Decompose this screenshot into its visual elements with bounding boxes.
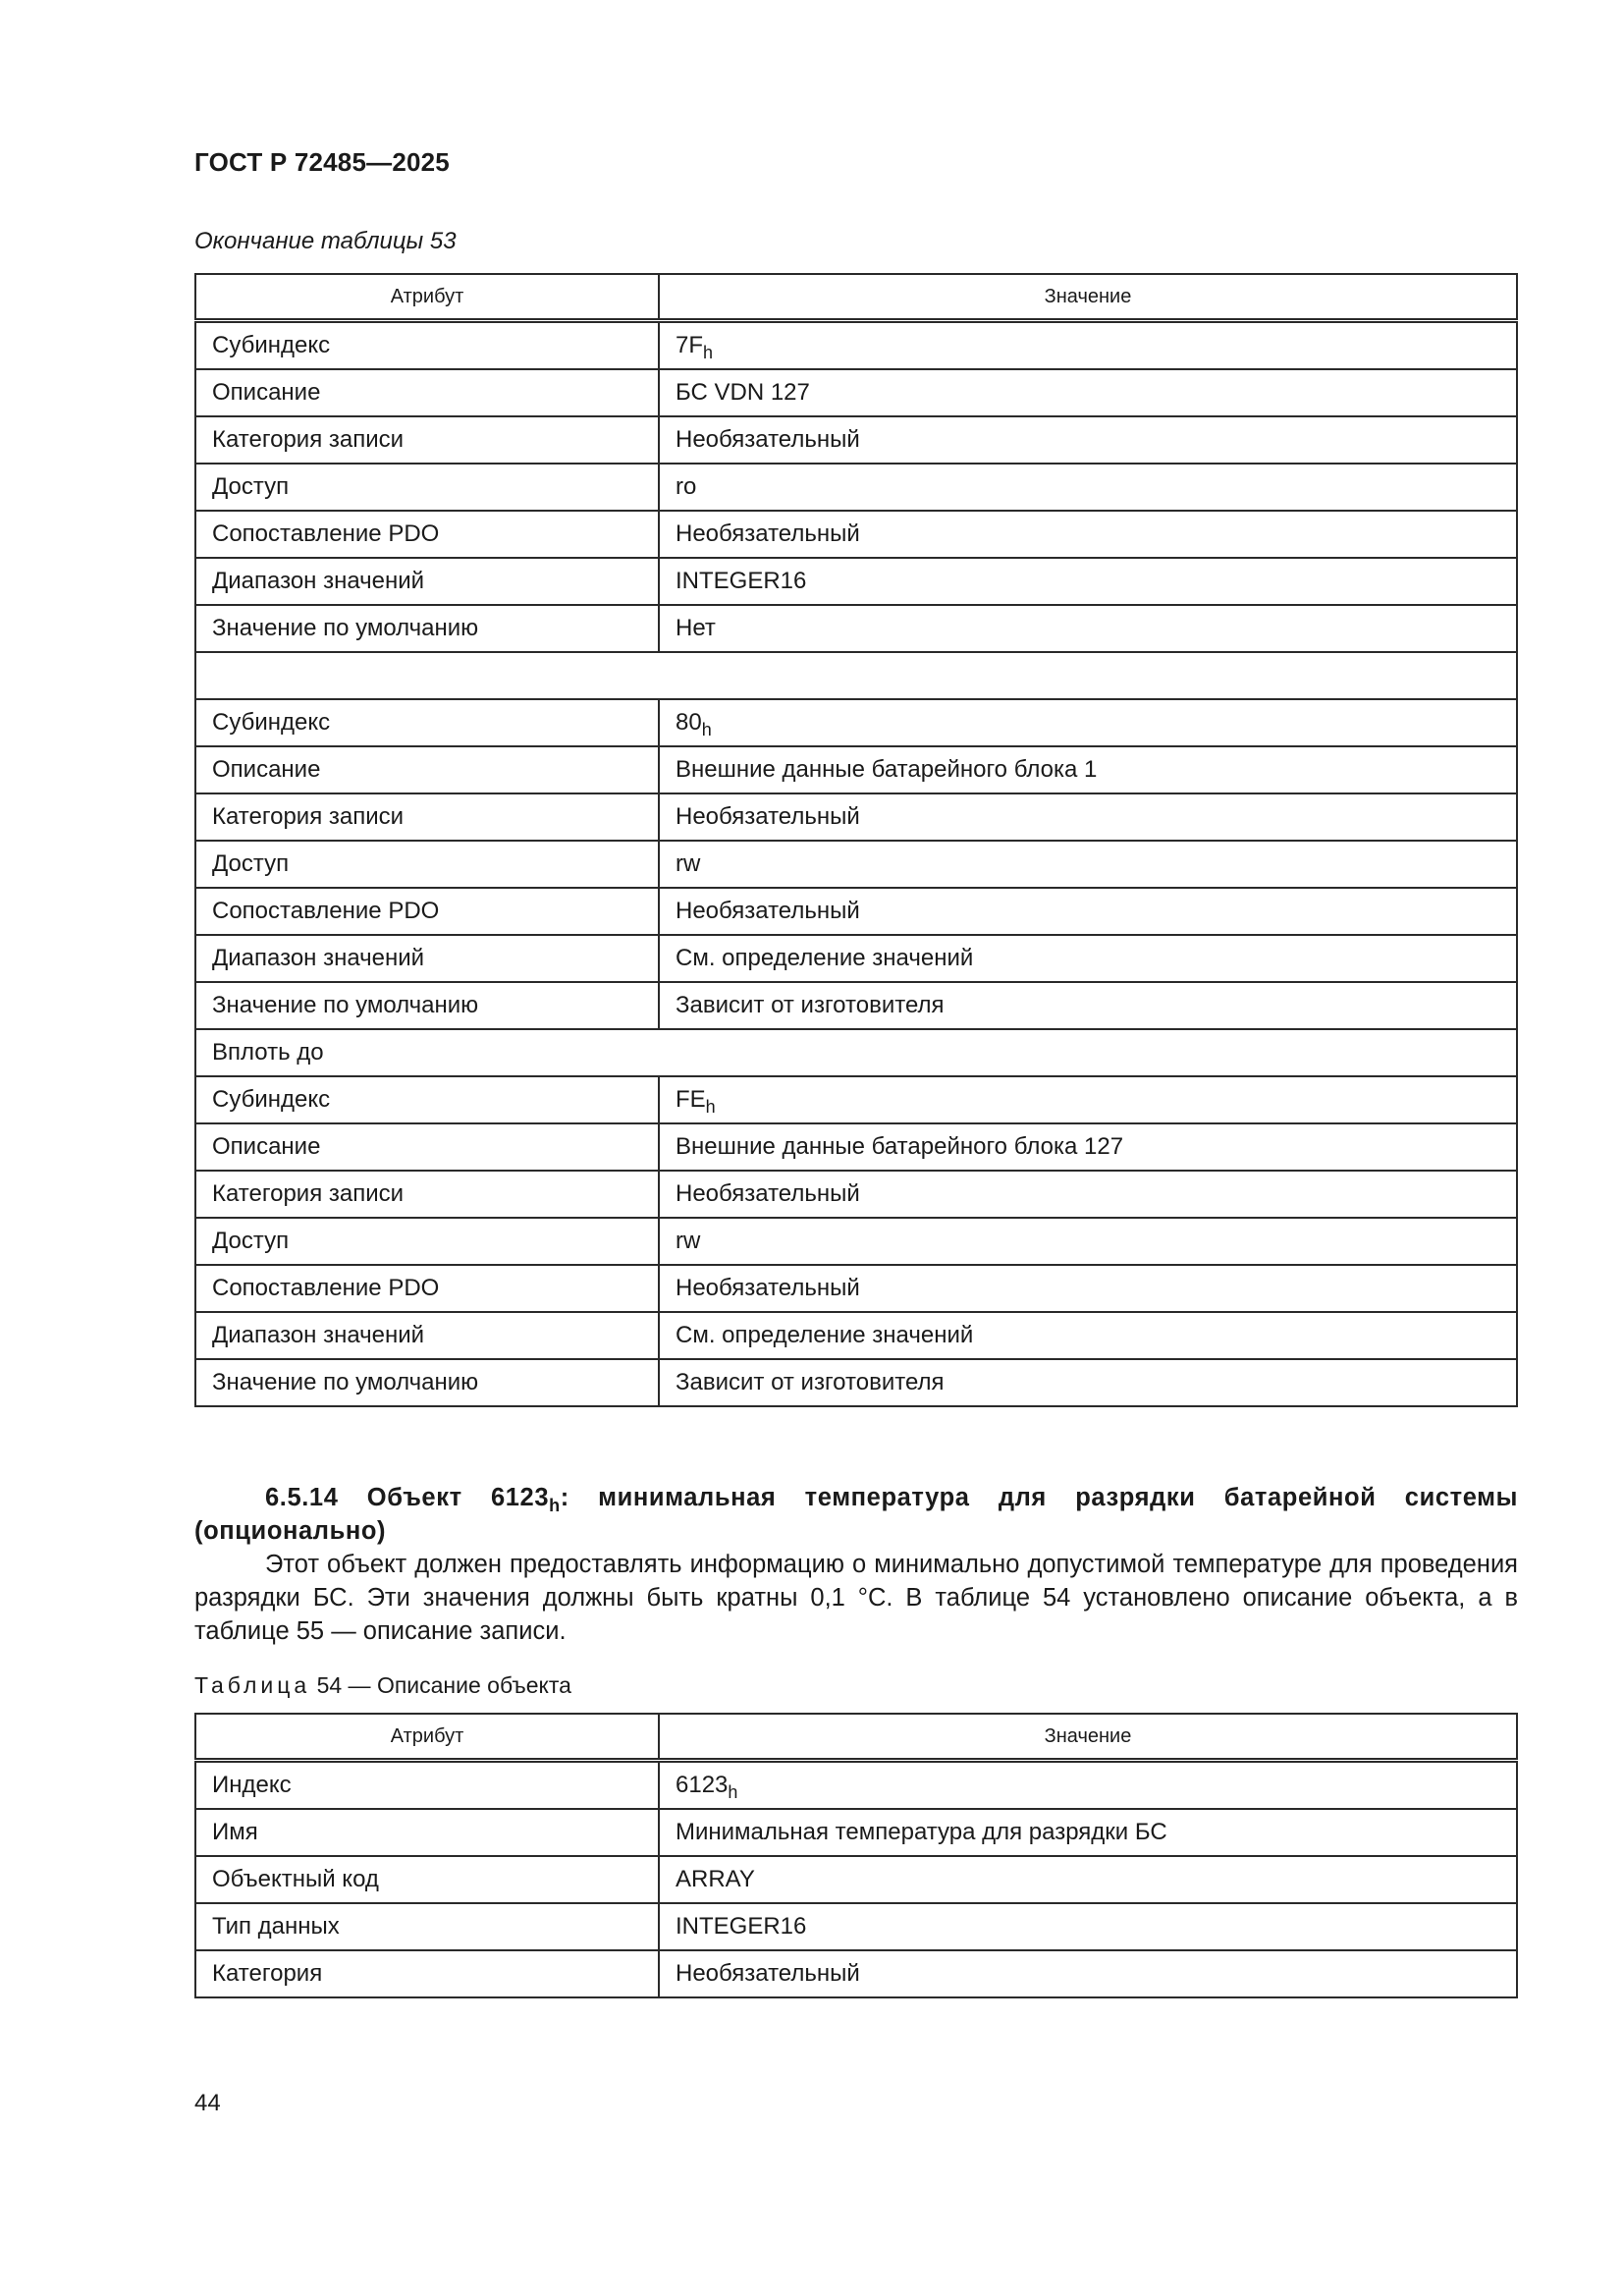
value-cell — [659, 1950, 1517, 1997]
value-text: 80 — [676, 709, 702, 736]
table53-caption: Окончание таблицы 53 — [194, 228, 457, 254]
attribute-cell: Описание — [195, 369, 659, 416]
value-text: 7F — [676, 332, 704, 358]
attribute-cell: Категория — [195, 1950, 659, 1997]
value-text: INTEGER16 — [676, 568, 807, 594]
attribute-cell: Сопоставление PDO — [195, 511, 659, 558]
attribute-cell: Диапазон значений — [195, 1312, 659, 1359]
value-text: Минимальная температура для разрядки БС — [676, 1819, 1167, 1845]
value-cell — [659, 935, 1517, 982]
value-text: rw — [676, 1228, 701, 1254]
table-row — [195, 1218, 1517, 1265]
attribute-cell: Объектный код — [195, 1856, 659, 1903]
value-cell — [659, 1076, 1517, 1123]
value-text: Внешние данные батарейного блока 127 — [676, 1133, 1124, 1160]
value-cell — [659, 793, 1517, 841]
spanning-cell — [195, 652, 1517, 699]
value-text: Нет — [676, 615, 716, 641]
table-row — [195, 1809, 1517, 1856]
value-text: INTEGER16 — [676, 1913, 807, 1940]
header-attribute: Атрибут — [195, 1714, 659, 1761]
value-subscript: h — [728, 1782, 738, 1802]
value-text: Необязательный — [676, 803, 860, 830]
table-header-row — [195, 1714, 1517, 1761]
value-subscript: h — [703, 343, 714, 362]
table-row — [195, 1761, 1517, 1810]
header-value: Значение — [659, 1714, 1517, 1761]
table54-caption-word: Таблица — [194, 1672, 311, 1698]
value-text: FE — [676, 1086, 706, 1113]
table-row — [195, 1856, 1517, 1903]
attribute-cell: Категория записи — [195, 1171, 659, 1218]
table-row — [195, 982, 1517, 1029]
value-cell — [659, 1856, 1517, 1903]
attribute-cell: Диапазон значений — [195, 558, 659, 605]
attribute-cell: Описание — [195, 1123, 659, 1171]
table-row — [195, 1359, 1517, 1406]
attribute-cell: Сопоставление PDO — [195, 1265, 659, 1312]
table-row — [195, 699, 1517, 746]
section-body: Этот объект должен предоставлять информацию о минимально допустимой температуре для проведения разрядки БС. Эти значения должны быть кратны 0,1 °С. В таблице 54 установлено описание объекта, а в таблице 55 — описание записи. — [194, 1551, 1518, 1645]
attribute-cell: Тип данных — [195, 1903, 659, 1950]
value-cell — [659, 1123, 1517, 1171]
value-text: Необязательный — [676, 1275, 860, 1301]
value-cell — [659, 1265, 1517, 1312]
table-row — [195, 464, 1517, 511]
value-text: Внешние данные батарейного блока 1 — [676, 756, 1098, 783]
header-value: Значение — [659, 274, 1517, 321]
table-row — [195, 369, 1517, 416]
attribute-cell: Субиндекс — [195, 321, 659, 370]
table-row — [195, 841, 1517, 888]
table-row — [195, 1950, 1517, 1997]
value-text: Необязательный — [676, 1180, 860, 1207]
value-text: См. определение значений — [676, 1322, 974, 1348]
value-cell — [659, 558, 1517, 605]
value-text: Необязательный — [676, 426, 860, 453]
value-cell — [659, 746, 1517, 793]
table-row — [195, 746, 1517, 793]
value-cell — [659, 888, 1517, 935]
table-row — [195, 1171, 1517, 1218]
value-text: БС VDN 127 — [676, 379, 810, 406]
value-text: Зависит от изготовителя — [676, 1369, 945, 1395]
section-title-sub: h — [549, 1496, 561, 1515]
attribute-cell: Описание — [195, 746, 659, 793]
value-cell — [659, 1809, 1517, 1856]
value-cell — [659, 369, 1517, 416]
value-subscript: h — [701, 720, 712, 739]
value-text: ro — [676, 473, 697, 500]
value-cell — [659, 982, 1517, 1029]
section-title-pre: 6.5.14 Объект 6123 — [265, 1484, 550, 1511]
page-number: 44 — [194, 2090, 221, 2116]
value-cell — [659, 699, 1517, 746]
value-text: ARRAY — [676, 1866, 755, 1892]
attribute-cell: Диапазон значений — [195, 935, 659, 982]
table-row — [195, 935, 1517, 982]
table-row — [195, 1029, 1517, 1076]
table-row — [195, 1076, 1517, 1123]
attribute-cell: Категория записи — [195, 793, 659, 841]
value-cell — [659, 841, 1517, 888]
value-cell — [659, 416, 1517, 464]
value-text: Необязательный — [676, 520, 860, 547]
value-cell — [659, 605, 1517, 652]
spanning-cell: Вплоть до — [195, 1029, 1517, 1076]
attribute-cell: Доступ — [195, 1218, 659, 1265]
attribute-cell: Сопоставление PDO — [195, 888, 659, 935]
attribute-cell: Категория записи — [195, 416, 659, 464]
header-attribute: Атрибут — [195, 274, 659, 321]
table54-caption-rest: 54 — Описание объекта — [310, 1672, 571, 1698]
attribute-cell: Доступ — [195, 464, 659, 511]
value-cell — [659, 464, 1517, 511]
table-row — [195, 652, 1517, 699]
table-row — [195, 605, 1517, 652]
table-54 — [194, 1713, 1518, 1998]
value-cell — [659, 1312, 1517, 1359]
table54-caption — [194, 1672, 571, 1699]
attribute-cell: Субиндекс — [195, 699, 659, 746]
value-cell — [659, 1218, 1517, 1265]
value-text: См. определение значений — [676, 945, 974, 971]
table-row — [195, 1123, 1517, 1171]
table-53 — [194, 273, 1518, 1407]
value-subscript: h — [705, 1097, 716, 1117]
value-text: Необязательный — [676, 1960, 860, 1987]
value-text: 6123 — [676, 1772, 729, 1798]
table-row — [195, 888, 1517, 935]
attribute-cell: Доступ — [195, 841, 659, 888]
table-header-row — [195, 274, 1517, 321]
value-text: rw — [676, 850, 701, 877]
table-row — [195, 321, 1517, 370]
table-row — [195, 416, 1517, 464]
value-cell — [659, 321, 1517, 370]
table-row — [195, 1265, 1517, 1312]
attribute-cell: Значение по умолчанию — [195, 982, 659, 1029]
value-cell — [659, 1359, 1517, 1406]
value-text: Зависит от изготовителя — [676, 992, 945, 1018]
table-row — [195, 1903, 1517, 1950]
value-cell — [659, 511, 1517, 558]
table-row — [195, 558, 1517, 605]
value-cell — [659, 1761, 1517, 1810]
section-title-post: : минимальная температура для разрядки батарейной системы (опционально) — [194, 1484, 1519, 1545]
table-row — [195, 793, 1517, 841]
value-cell — [659, 1171, 1517, 1218]
document-header: ГОСТ Р 72485—2025 — [194, 147, 450, 177]
attribute-cell: Субиндекс — [195, 1076, 659, 1123]
table-row — [195, 1312, 1517, 1359]
attribute-cell: Значение по умолчанию — [195, 1359, 659, 1406]
section-title — [194, 1481, 1518, 1548]
attribute-cell: Индекс — [195, 1761, 659, 1810]
value-cell — [659, 1903, 1517, 1950]
table-row — [195, 511, 1517, 558]
attribute-cell: Имя — [195, 1809, 659, 1856]
attribute-cell: Значение по умолчанию — [195, 605, 659, 652]
value-text: Необязательный — [676, 898, 860, 924]
